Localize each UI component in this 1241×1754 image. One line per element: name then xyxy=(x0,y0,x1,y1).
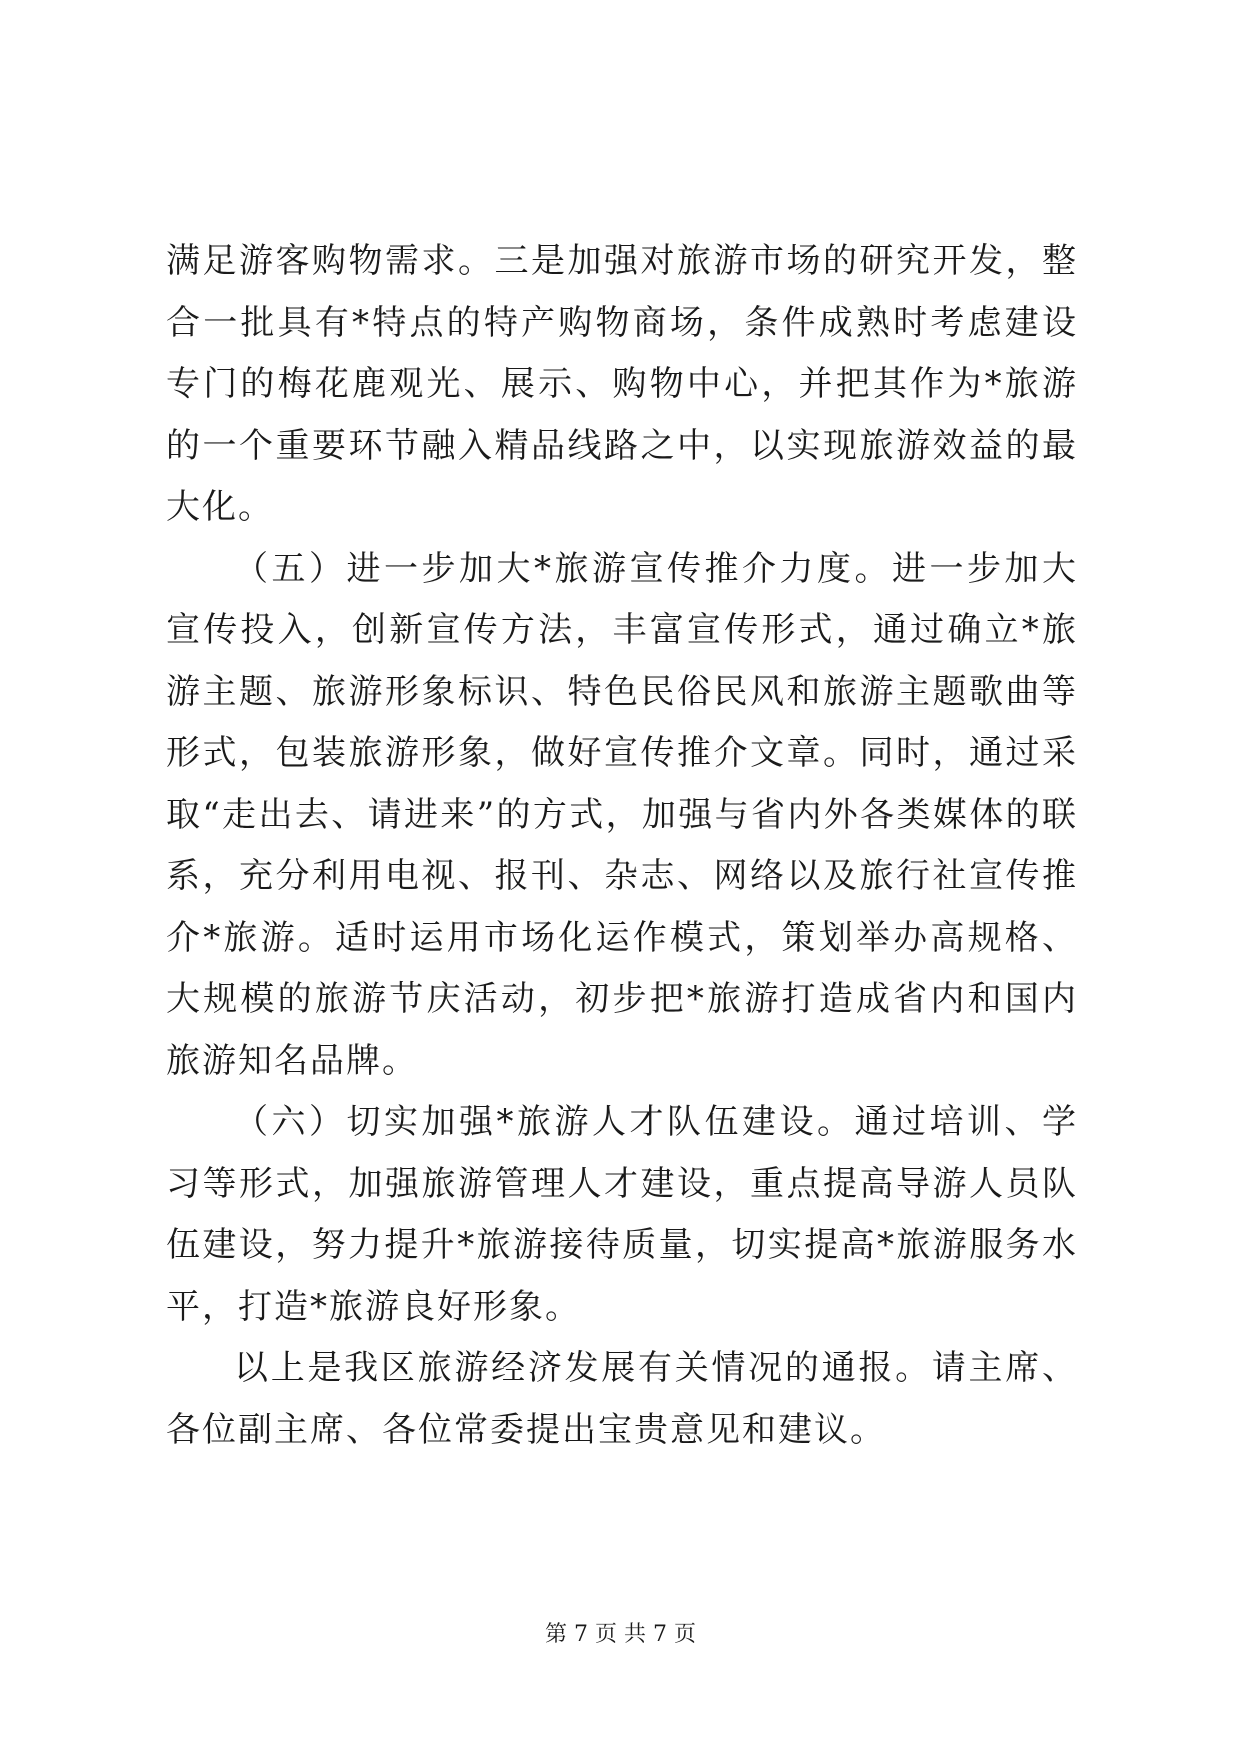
paragraph-3: （六）切实加强*旅游人才队伍建设。通过培训、学习等形式，加强旅游管理人才建设，重点提高导游人员队伍建设，努力提升*旅游接待质量，切实提高*旅游服务水平，打造*旅游良好形象。 xyxy=(166,1102,1078,1327)
page-footer: 第 7 页 共 7 页 xyxy=(545,1622,696,1647)
paragraph-2: （五）进一步加大*旅游宣传推介力度。进一步加大宣传投入，创新宣传方法，丰富宣传形式，通过确立*旅游主题、旅游形象标识、特色民俗民风和旅游主题歌曲等形式，包装旅游形象，做好宣传推介文章。同时，通过采取“走出去、请进来”的方式，加强与省内外各类媒体的联系，充分利用电视、报刊、杂志、网络以及旅行社宣传推介*旅游。适时运用市场化运作模式，策划举办高规格、大规模的旅游节庆活动，初步把*旅游打造成省内和国内旅游知名品牌。 xyxy=(166,548,1078,1081)
document-body xyxy=(166,231,1078,1461)
paragraph-4: 以上是我区旅游经济发展有关情况的通报。请主席、各位副主席、各位常委提出宝贵意见和建议。 xyxy=(166,1348,1078,1450)
paragraph-1: 满足游客购物需求。三是加强对旅游市场的研究开发，整合一批具有*特点的特产购物商场，条件成熟时考虑建设专门的梅花鹿观光、展示、购物中心，并把其作为*旅游的一个重要环节融入精品线路之中，以实现旅游效益的最大化。 xyxy=(166,241,1078,527)
